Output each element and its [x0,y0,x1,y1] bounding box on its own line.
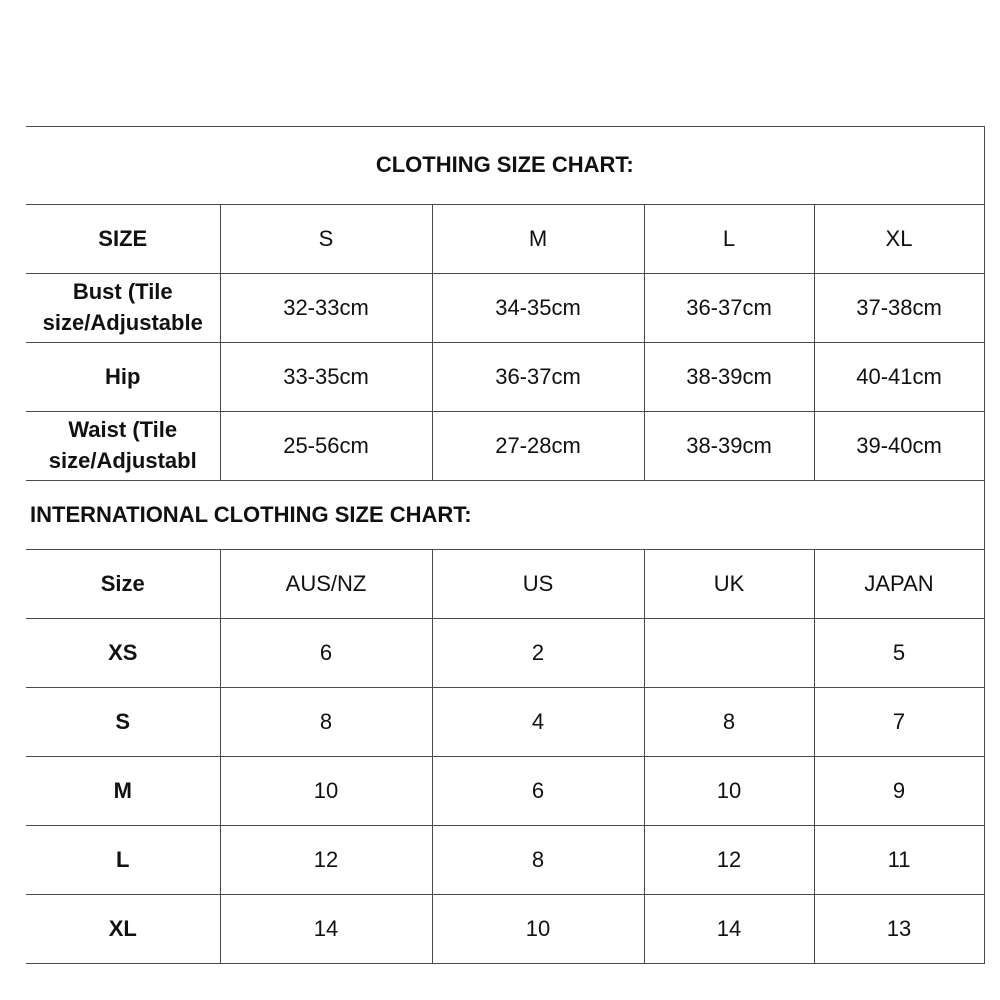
table-cell: 39-40cm [814,412,984,481]
table-cell: 8 [432,826,644,895]
international-chart-header-row [26,550,984,619]
table-cell: 11 [814,826,984,895]
row-label: XL [26,895,220,964]
row-label-hip: Hip [26,343,220,412]
table-cell: 27-28cm [432,412,644,481]
international-chart-title-row [26,481,984,550]
row-label: XS [26,619,220,688]
header-cell: L [644,205,814,274]
table-cell: 7 [814,688,984,757]
table-cell: 32-33cm [220,274,432,343]
table-cell: 38-39cm [644,343,814,412]
table-cell: 6 [432,757,644,826]
table-row [26,757,984,826]
header-cell: AUS/NZ [220,550,432,619]
header-cell: Size [26,550,220,619]
header-cell: M [432,205,644,274]
size-chart-table [26,126,985,964]
table-row [26,274,984,343]
clothing-chart-title: CLOTHING SIZE CHART: [26,127,984,205]
international-chart-title: INTERNATIONAL CLOTHING SIZE CHART: [26,481,984,550]
clothing-chart-title-row [26,127,984,205]
table-cell: 8 [644,688,814,757]
table-cell: 13 [814,895,984,964]
row-label: S [26,688,220,757]
table-cell: 6 [220,619,432,688]
header-cell: S [220,205,432,274]
table-row [26,826,984,895]
table-cell: 14 [644,895,814,964]
table-cell: 2 [432,619,644,688]
row-label: L [26,826,220,895]
table-cell: 12 [644,826,814,895]
table-row [26,688,984,757]
table-cell: 36-37cm [644,274,814,343]
table-cell: 40-41cm [814,343,984,412]
header-cell: SIZE [26,205,220,274]
row-label-bust: Bust (Tile size/Adjustable [26,274,220,343]
table-cell: 38-39cm [644,412,814,481]
table-cell: 8 [220,688,432,757]
table-cell: 25-56cm [220,412,432,481]
table-cell: 12 [220,826,432,895]
table-cell: 5 [814,619,984,688]
clothing-chart-header-row [26,205,984,274]
table-cell: 33-35cm [220,343,432,412]
table-cell: 36-37cm [432,343,644,412]
table-cell: 9 [814,757,984,826]
header-cell: JAPAN [814,550,984,619]
table-cell: 10 [644,757,814,826]
row-label: M [26,757,220,826]
table-row [26,412,984,481]
header-cell: US [432,550,644,619]
table-cell: 10 [220,757,432,826]
table-cell: 4 [432,688,644,757]
header-cell: XL [814,205,984,274]
table-row [26,343,984,412]
table-row [26,895,984,964]
table-cell: 34-35cm [432,274,644,343]
table-cell [644,619,814,688]
table-cell: 37-38cm [814,274,984,343]
header-cell: UK [644,550,814,619]
table-cell: 14 [220,895,432,964]
row-label-waist: Waist (Tile size/Adjustabl [26,412,220,481]
table-cell: 10 [432,895,644,964]
table-row [26,619,984,688]
